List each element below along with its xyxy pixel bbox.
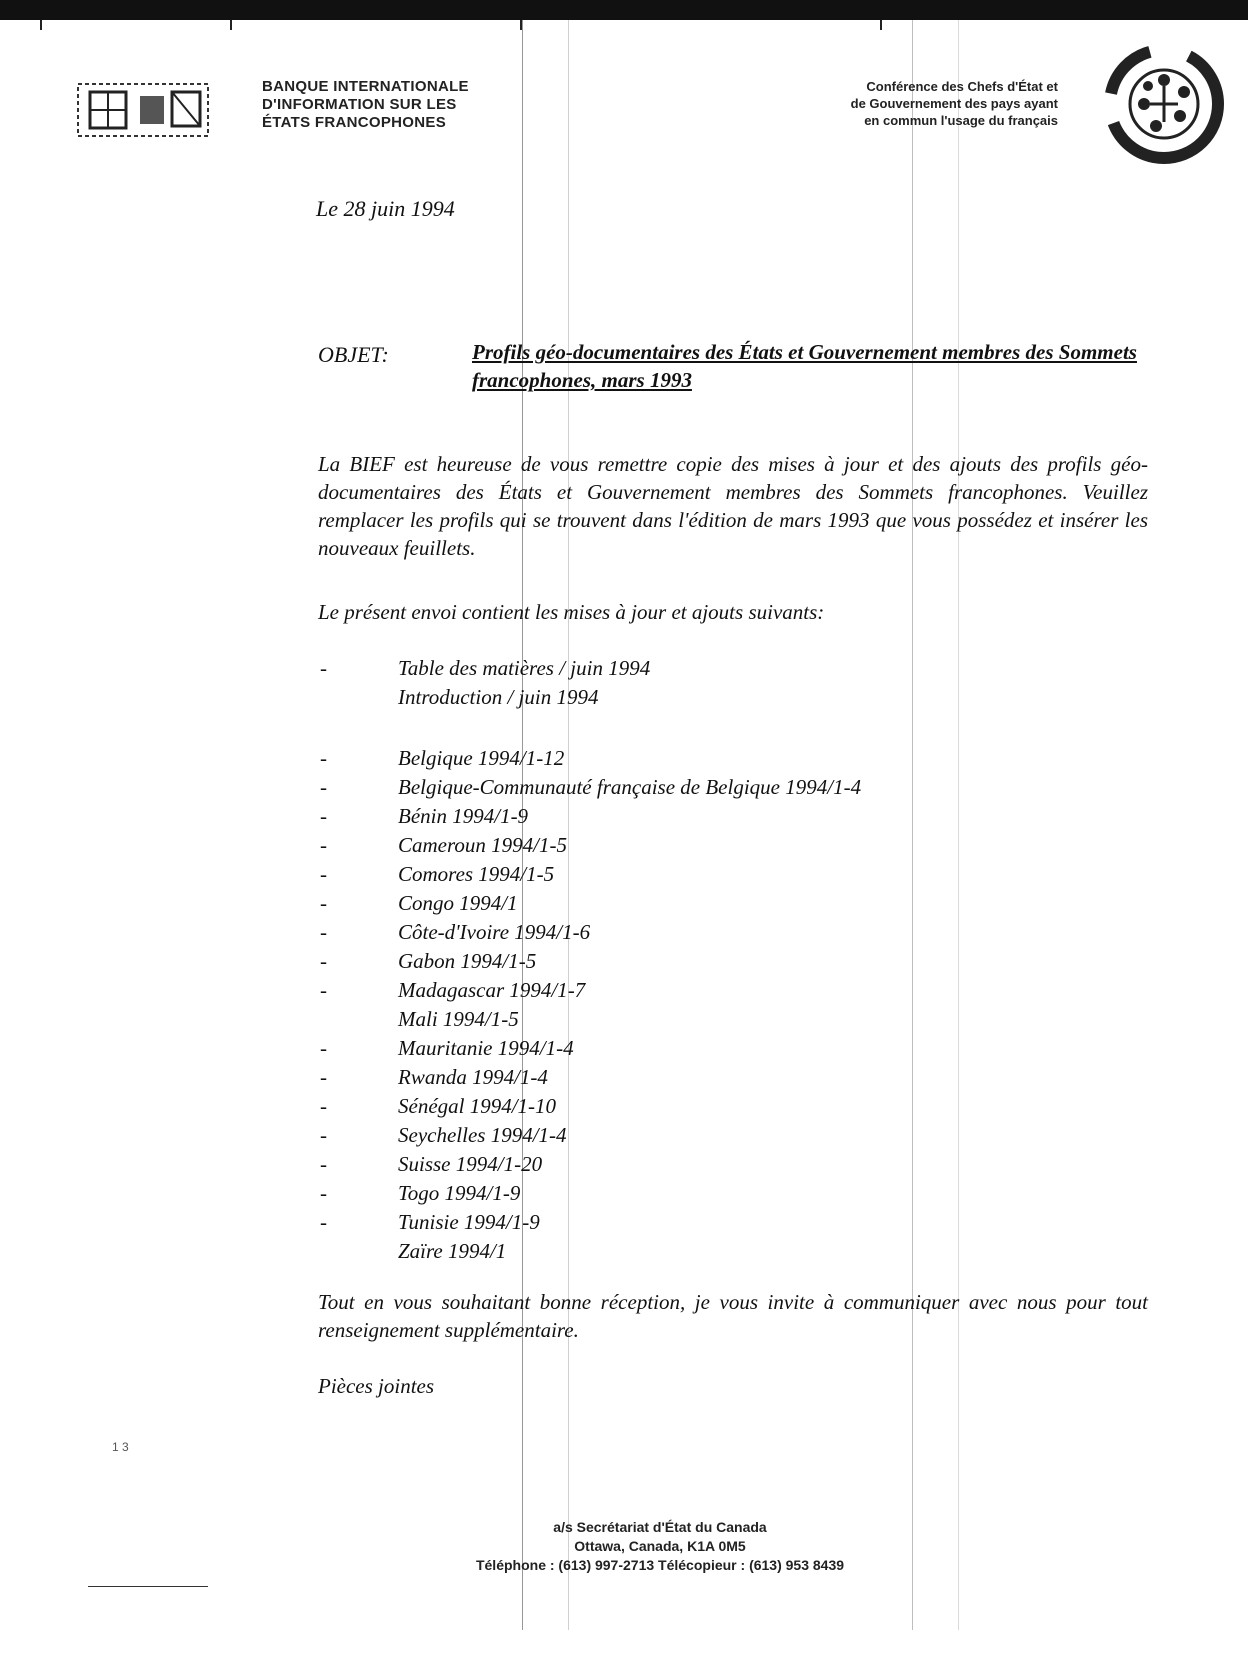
list-item-text: Zaïre 1994/1 [398,1239,507,1263]
list-item-text: Congo 1994/1 [398,891,518,915]
footer-address-line: Ottawa, Canada, K1A 0M5 [574,1538,746,1554]
bullet-dash: - [320,1181,327,1205]
bullet-dash: - [320,1094,327,1118]
letterhead-footer [380,1518,940,1575]
list-item-text: Introduction / juin 1994 [398,685,599,709]
bief-organization-name [262,78,469,132]
list-item [316,744,1016,773]
conference-organization-name [851,78,1058,129]
list-item-text: Sénégal 1994/1-10 [398,1094,557,1118]
list-item [316,654,1016,683]
bullet-dash: - [320,746,327,770]
list-item-text: Togo 1994/1-9 [398,1181,521,1205]
list-item-text: Gabon 1994/1-5 [398,949,537,973]
org-line: en commun l'usage du français [864,113,1058,128]
footer-address-line: a/s Secrétariat d'État du Canada [553,1519,767,1535]
list-item-text: Belgique-Communauté française de Belgique 1994/1-4 [398,775,862,799]
list-item [316,1121,1016,1150]
list-item [316,889,1016,918]
bullet-dash: - [320,1210,327,1234]
list-item [316,1237,1016,1266]
list-item [316,802,1016,831]
subject-text: Profils géo-documentaires des États et Gouvernement membres des Sommets francophones, mars 1993 [472,340,1137,392]
bullet-dash: - [320,862,327,886]
list-item [316,683,1016,712]
bullet-dash: - [320,804,327,828]
subject-label: OBJET: [318,342,389,367]
list-item [316,1092,1016,1121]
list-item-text: Table des matières / juin 1994 [398,656,651,680]
scan-artifact [230,20,232,30]
bullet-dash: - [320,656,327,680]
list-item-text: Cameroun 1994/1-5 [398,833,567,857]
list-item-text: Madagascar 1994/1-7 [398,978,586,1002]
list-item [316,1063,1016,1092]
list-item-text: Seychelles 1994/1-4 [398,1123,567,1147]
bullet-dash: - [320,1065,327,1089]
bullet-dash: - [320,891,327,915]
org-line: Conférence des Chefs d'État et [866,79,1058,94]
list-item [316,918,1016,947]
contents-intro-paragraph: Le présent envoi contient les mises à jour et ajouts suivants: [318,600,825,624]
margin-note: 1 3 [112,1440,129,1454]
list-item [316,1208,1016,1237]
margin-rule [88,1586,208,1587]
bullet-dash: - [320,920,327,944]
bullet-dash: - [320,775,327,799]
francophonie-logo-icon [1100,40,1228,168]
list-item [316,976,1016,1005]
list-item [316,1034,1016,1063]
list-item-text: Suisse 1994/1-20 [398,1152,543,1176]
list-item [316,860,1016,889]
org-line: BANQUE INTERNATIONALE [262,78,469,95]
bullet-dash: - [320,1152,327,1176]
footer-contact-line: Téléphone : (613) 997-2713 Télécopieur : (613) 953 8439 [475,1557,845,1573]
bullet-dash: - [320,833,327,857]
list-item-text: Côte-d'Ivoire 1994/1-6 [398,920,591,944]
list-item-text: Mauritanie 1994/1-4 [398,1036,574,1060]
list-item [316,1150,1016,1179]
list-item [316,1179,1016,1208]
list-item-text: Mali 1994/1-5 [398,1007,519,1031]
list-item-text: Comores 1994/1-5 [398,862,555,886]
bief-logo-icon [68,74,228,146]
list-item [316,773,1016,802]
scan-top-bar [0,0,1248,20]
bullet-dash: - [320,978,327,1002]
general-updates-list [316,654,1016,712]
list-item-text: Belgique 1994/1-12 [398,746,565,770]
org-line: de Gouvernement des pays ayant [850,96,1058,111]
closing-paragraph: Tout en vous souhaitant bonne réception, je vous invite à communiquer avec nous pour tout renseignement supplémentaire. [318,1290,1148,1342]
bullet-dash: - [320,1123,327,1147]
list-item [316,1005,1016,1034]
list-item [316,831,1016,860]
attachments-note: Pièces jointes [318,1374,435,1398]
bullet-dash: - [320,1036,327,1060]
country-profiles-list [316,744,1016,1266]
letter-date: Le 28 juin 1994 [316,196,455,221]
list-item-text: Rwanda 1994/1-4 [398,1065,548,1089]
org-line: D'INFORMATION SUR LES [262,96,457,113]
scan-artifact [880,20,882,30]
list-item-text: Bénin 1994/1-9 [398,804,529,828]
scan-artifact [40,20,42,30]
bullet-dash: - [320,949,327,973]
list-item [316,947,1016,976]
intro-paragraph: La BIEF est heureuse de vous remettre copie des mises à jour et des ajouts des profils géo-documentaires des États et Gouvernement membres des Sommets francophones. Veuillez remplacer les profils qui se trouvent dans l'édition de mars 1993 que vous possédez et insérer les nouveaux feuillets. [318,452,1148,560]
list-item-text: Tunisie 1994/1-9 [398,1210,540,1234]
org-line: ÉTATS FRANCOPHONES [262,114,447,131]
